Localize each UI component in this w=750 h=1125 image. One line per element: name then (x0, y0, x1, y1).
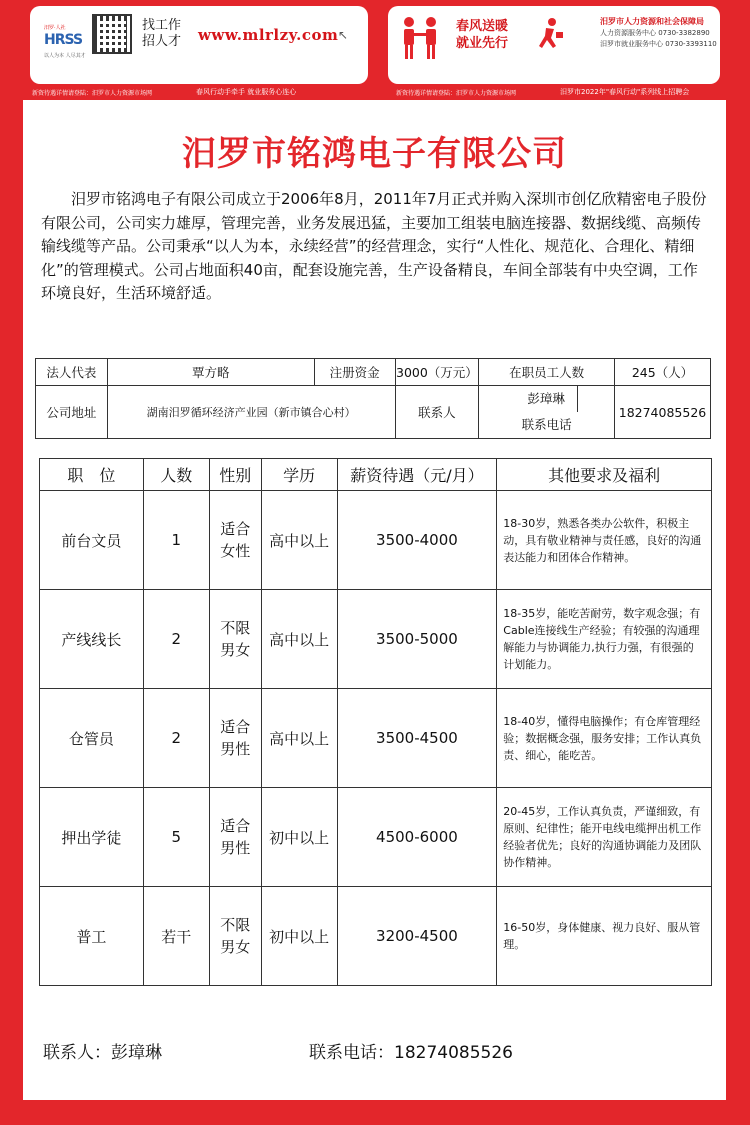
job-requirements: 20-45岁，工作认真负责，严谨细致，有原则、纪律性；能开电线电缆押出机工作经验者优先；良好的沟通协调能力及团队协作精神。 (497, 788, 712, 887)
jobs-header-row (40, 459, 712, 491)
job-sex (209, 590, 261, 689)
job-position: 普工 (40, 887, 144, 986)
address-value: 湖南汨罗循环经济产业园（新市镇合心村） (107, 386, 395, 439)
handshake-people-icon (398, 16, 442, 60)
job-position: 押出学徒 (40, 788, 144, 887)
job-education: 高中以上 (261, 689, 337, 788)
job-sex-line1: 适合 (220, 817, 251, 835)
table-row (40, 590, 712, 689)
header-count: 人数 (143, 459, 209, 491)
job-requirements: 16-50岁，身体健康、视力良好、服从管理。 (497, 887, 712, 986)
job-salary: 3500-5000 (337, 590, 497, 689)
staff-value: 245（人） (615, 359, 711, 386)
header-requirements: 其他要求及福利 (497, 459, 712, 491)
bureau-line2: 汨罗市就业服务中心 0730-3393110 (600, 40, 717, 48)
table-row (40, 788, 712, 887)
contact-label: 联系人 (395, 386, 479, 439)
header-position: 职 位 (40, 459, 144, 491)
top-banner (0, 0, 750, 100)
banner-sub-middle: 春风行动手牵手 就业服务心连心 (196, 88, 297, 96)
find-work-line2: 招人才 (142, 34, 182, 49)
job-sex-line1: 不限 (220, 916, 251, 934)
job-position: 产线线长 (40, 590, 144, 689)
find-work-line1: 找工作 (142, 18, 182, 33)
slogan-line1: 春风送暖 (456, 19, 509, 34)
header-sex: 性别 (209, 459, 261, 491)
info-row-2 (36, 386, 711, 439)
job-education: 初中以上 (261, 788, 337, 887)
job-count: 若干 (143, 887, 209, 986)
job-education: 高中以上 (261, 491, 337, 590)
info-row-1 (36, 359, 711, 386)
bureau-name: 汨罗市人力资源和社会保障局 (600, 17, 704, 26)
logo-tagline: 以人为本 人尽其才 (44, 53, 86, 59)
header-education: 学历 (261, 459, 337, 491)
table-row (40, 689, 712, 788)
banner-sub-right1: 新资待遇详情请登陆：汨罗市人力资源市场网 (396, 90, 517, 97)
cursor-icon: ↖ (338, 28, 349, 42)
job-salary: 3500-4000 (337, 491, 497, 590)
qr-code-icon (92, 14, 132, 54)
job-requirements: 18-30岁，熟悉各类办公软件，积极主动，具有敬业精神与责任感，良好的沟通表达能力和团体合作精神。 (497, 491, 712, 590)
website-url[interactable]: www.mlrlzy.com (198, 26, 339, 44)
address-label: 公司地址 (36, 386, 108, 439)
job-sex-line2: 女性 (220, 542, 251, 560)
header-salary: 薪资待遇（元/月） (337, 459, 497, 491)
job-salary: 4500-6000 (337, 788, 497, 887)
table-row (40, 491, 712, 590)
job-count: 2 (143, 689, 209, 788)
job-education: 高中以上 (261, 590, 337, 689)
capital-label: 注册资金 (314, 359, 395, 386)
footer-phone: 联系电话：18274085526 (309, 1043, 513, 1063)
job-sex-line1: 不限 (220, 619, 251, 637)
company-title: 汨罗市铭鸿电子有限公司 (182, 134, 567, 174)
banner-sub-left: 新资待遇详情请登陆：汨罗市人力资源市场网 (32, 90, 153, 97)
job-education: 初中以上 (261, 887, 337, 986)
phone-label: 联系电话 (521, 417, 572, 432)
job-sex (209, 689, 261, 788)
job-sex (209, 887, 261, 986)
legal-rep-label: 法人代表 (36, 359, 108, 386)
job-position: 仓管员 (40, 689, 144, 788)
banner-left-panel (30, 6, 368, 84)
job-count: 1 (143, 491, 209, 590)
logo-brand-text: HRSS (44, 32, 83, 48)
job-sex-line2: 男性 (220, 740, 251, 758)
contact-phone-cell (479, 386, 615, 439)
job-requirements: 18-40岁，懂得电脑操作；有仓库管理经验；数据概念强，服务安排；工作认真负责、细心，能吃苦。 (497, 689, 712, 788)
contact-value: 彭璋琳 (515, 386, 578, 412)
job-requirements: 18-35岁，能吃苦耐劳，数字观念强；有Cable连接线生产经验；有较强的沟通理解能力与协调能力,执行力强，有很强的计划能力。 (497, 590, 712, 689)
phone-value: 18274085526 (615, 386, 711, 439)
job-sex-line2: 男女 (220, 938, 251, 956)
job-poster-card (23, 100, 726, 1100)
banner-right-panel (388, 6, 720, 84)
job-sex (209, 491, 261, 590)
job-salary: 3200-4500 (337, 887, 497, 986)
slogan-line2: 就业先行 (456, 36, 509, 51)
banner-sub-right2: 汨罗市2022年"春风行动"系列线上招聘会 (560, 88, 690, 96)
bureau-info (600, 16, 717, 50)
job-sex-line2: 男女 (220, 641, 251, 659)
job-count: 5 (143, 788, 209, 887)
logo-top-text: 汨罗·人社 (44, 25, 66, 31)
company-info-table (35, 358, 711, 439)
job-sex-line1: 适合 (220, 520, 251, 538)
jobs-table (39, 458, 712, 986)
job-position: 前台文员 (40, 491, 144, 590)
legal-rep-value: 覃方略 (107, 359, 314, 386)
job-sex-line2: 男性 (220, 839, 251, 857)
staff-label: 在职员工人数 (479, 359, 615, 386)
job-sex (209, 788, 261, 887)
table-row (40, 887, 712, 986)
job-sex-line1: 适合 (220, 718, 251, 736)
company-intro: 汨罗市铭鸿电子有限公司成立于2006年8月，2011年7月正式并购入深圳市创亿欣精密电子股份有限公司，公司实力雄厚，管理完善，业务发展迅猛，主要加工组装电脑连接器、数据线缆、高频传输线缆等产品。公司秉承“以人为本，永续经营”的经营理念，实行“人性化、规范化、合理化、精细化”的管理模式。公司占地面积40亩，配套设施完善，生产设备精良，车间全部装有中央空调，工作环境良好，生活环境舒适。 (41, 190, 707, 302)
footer-contact: 联系人：彭璋琳 (43, 1043, 162, 1063)
spring-slogan (456, 18, 508, 52)
capital-value: 3000（万元） (395, 359, 479, 386)
find-work-text (142, 18, 181, 50)
job-count: 2 (143, 590, 209, 689)
job-salary: 3500-4500 (337, 689, 497, 788)
bureau-line1: 人力资源服务中心 0730-3382890 (600, 29, 710, 37)
running-man-icon (534, 18, 564, 52)
hrss-logo (44, 20, 86, 62)
